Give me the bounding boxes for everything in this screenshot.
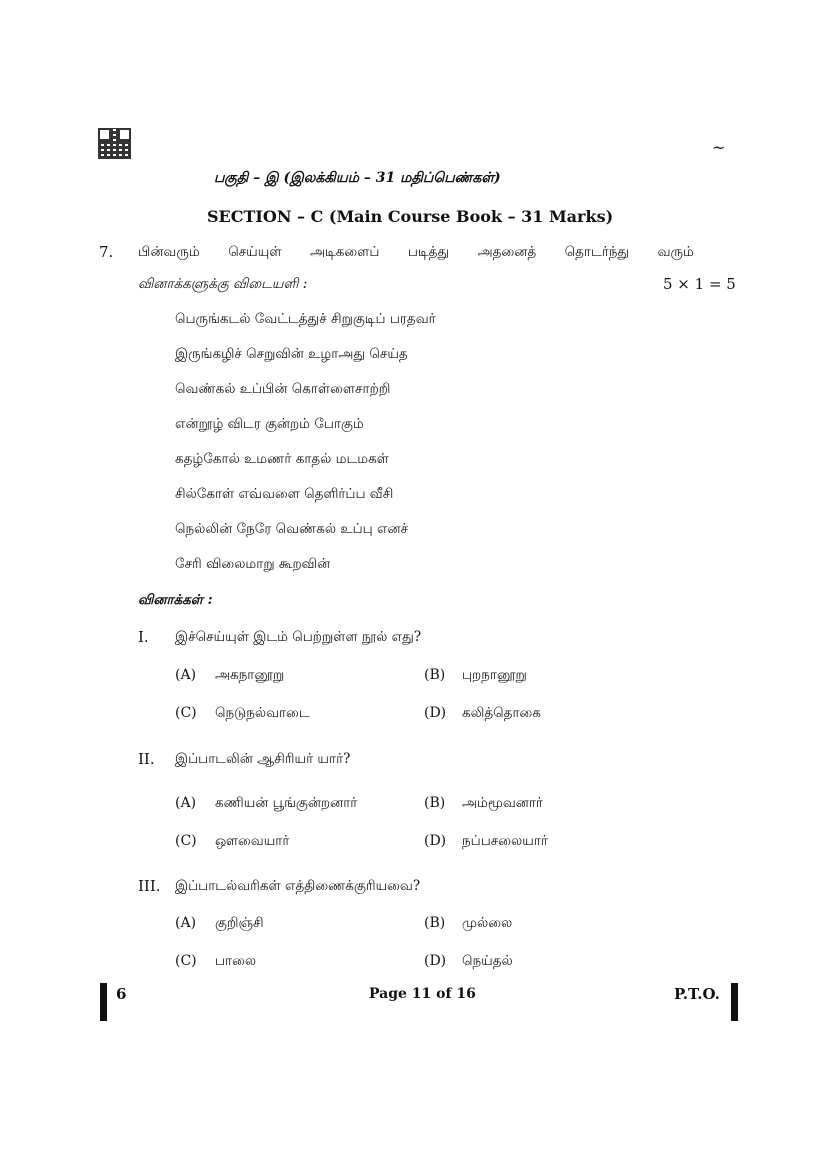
part-title-tamil: பகுதி – இ (இலக்கியம் – 31 மதிப்பெண்கள்)	[214, 170, 501, 186]
option-text: அகநானூறு	[215, 667, 285, 683]
sub-question-text: இச்செய்யுள் இடம் பெற்றுள்ள நூல் எது?	[175, 629, 422, 645]
sub-question-number: II.	[138, 750, 155, 768]
option-text: குறிஞ்சி	[215, 915, 264, 931]
option-text: அம்மூவனார்	[462, 795, 543, 811]
poem-line: பெருங்கடல் வேட்டத்துச் சிறுகுடிப் பரதவர்	[175, 311, 436, 327]
option-letter: (D)	[424, 833, 447, 849]
option-letter: (D)	[424, 705, 447, 721]
poem-line: இருங்கழிச் செறுவின் உழாஅது செய்த	[175, 346, 408, 362]
option-text: கணியன் பூங்குன்றனார்	[215, 795, 358, 811]
poem-line: சேரி விலைமாறு கூறவின்	[175, 556, 331, 572]
footer-left-bar	[100, 983, 107, 1021]
instruction-word: அடிகளைப்	[310, 244, 380, 260]
option-text: கலித்தொகை	[462, 705, 541, 721]
option-text: முல்லை	[462, 915, 513, 931]
paper-code: 6	[116, 985, 127, 1003]
option-text: பாலை	[215, 953, 257, 969]
poem-line: சில்கோள் எவ்வளை தெளிர்ப்ப வீசி	[175, 486, 394, 502]
option-text: நெடுநல்வாடை	[215, 705, 310, 721]
poem-line: கதழ்கோல் உமணர் காதல் மடமகள்	[175, 451, 389, 467]
marks-allocation: 5 × 1 = 5	[663, 275, 736, 293]
poem-line: நெல்லின் நேரே வெண்கல் உப்பு எனச்	[175, 521, 409, 537]
option-letter: (A)	[175, 667, 197, 683]
option-text: புறநானூறு	[462, 667, 527, 683]
option-letter: (A)	[175, 795, 197, 811]
instruction-word: வரும்	[657, 244, 694, 260]
option-text: நெய்தல்	[462, 953, 513, 969]
poem-line: என்றூழ் விடர குன்றம் போகும்	[175, 416, 364, 432]
questions-label: வினாக்கள் :	[138, 592, 213, 608]
corner-mark: ~	[712, 138, 726, 157]
instruction-word: தொடர்ந்து	[564, 244, 630, 260]
poem-line: வெண்கல் உப்பின் கொள்ளைசாற்றி	[175, 381, 391, 397]
option-letter: (A)	[175, 915, 197, 931]
option-letter: (B)	[424, 795, 446, 811]
option-letter: (B)	[424, 667, 446, 683]
option-text: ஔவையார்	[215, 833, 290, 849]
option-letter: (C)	[175, 953, 197, 969]
qr-code-icon	[98, 128, 131, 159]
sub-question-number: I.	[138, 628, 149, 646]
section-title: SECTION – C (Main Course Book – 31 Marks)	[207, 207, 614, 226]
pto-label: P.T.O.	[674, 985, 720, 1003]
sub-question-text: இப்பாடல்வரிகள் எத்திணைக்குரியவை?	[175, 878, 421, 894]
instruction-line-2: வினாக்களுக்கு விடையளி :	[138, 276, 308, 292]
sub-question-number: III.	[138, 877, 161, 895]
page-number: Page 11 of 16	[369, 986, 476, 1002]
instruction-word: அதனைத்	[477, 244, 537, 260]
question-number: 7.	[99, 243, 114, 261]
instruction-line-1	[138, 244, 694, 262]
option-letter: (C)	[175, 705, 197, 721]
footer-right-bar	[731, 983, 738, 1021]
instruction-word: பின்வரும்	[138, 244, 200, 260]
option-letter: (D)	[424, 953, 447, 969]
sub-question-text: இப்பாடலின் ஆசிரியர் யார்?	[175, 751, 351, 767]
option-text: நப்பசலையார்	[462, 833, 548, 849]
option-letter: (B)	[424, 915, 446, 931]
instruction-word: செய்யுள்	[228, 244, 282, 260]
instruction-word: படித்து	[407, 244, 450, 260]
option-letter: (C)	[175, 833, 197, 849]
